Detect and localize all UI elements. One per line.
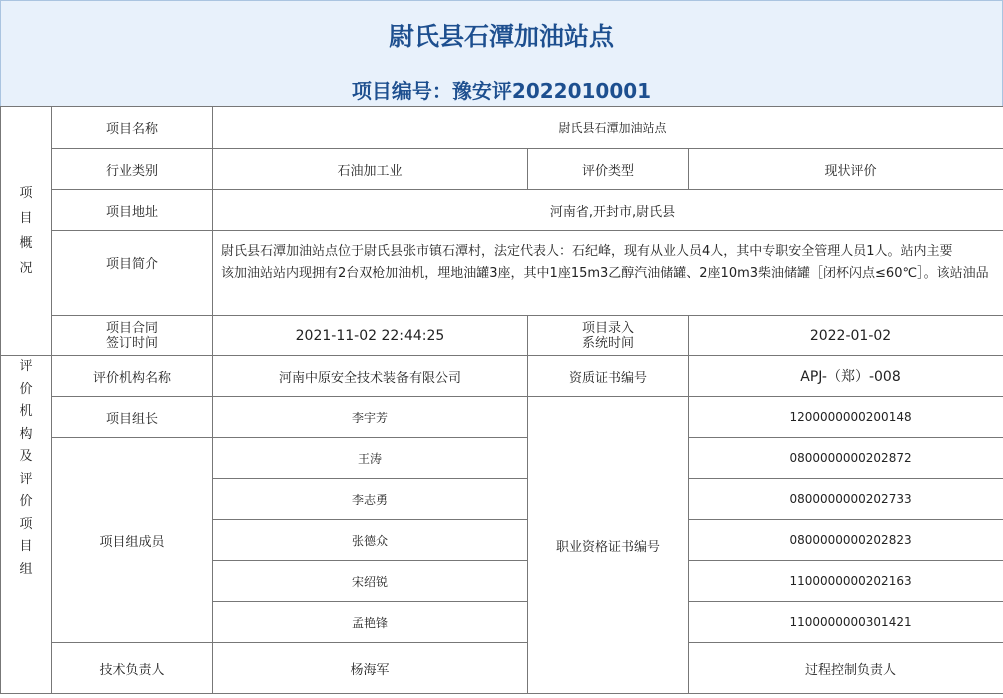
page-title: 尉氏县石潭加油站点 xyxy=(388,22,614,51)
section-label-team: 评 价 机 构 及 评 价 项 目 组 xyxy=(1,356,52,694)
entry-time-label: 项目录入 系统时间 xyxy=(528,316,689,356)
intro-label: 项目简介 xyxy=(52,231,213,316)
intro-text xyxy=(213,231,1003,316)
cert-value: APJ-（郑）-008 xyxy=(689,356,1003,397)
process-lead-label: 过程控制负责人 xyxy=(689,643,1003,694)
section-label-overview: 项 目 概 况 xyxy=(1,107,52,356)
member-name: 张德众 xyxy=(213,520,528,561)
project-name-value: 尉氏县石潭加油站点 xyxy=(213,107,1003,149)
member-name: 李志勇 xyxy=(213,479,528,520)
industry-label: 行业类别 xyxy=(52,149,213,190)
member-cert: 0800000000202823 xyxy=(689,520,1003,561)
project-name-label: 项目名称 xyxy=(52,107,213,149)
member-cert: 1100000000301421 xyxy=(689,602,1003,643)
tech-lead-value: 杨海军 xyxy=(213,643,528,694)
member-cert: 1100000000202163 xyxy=(689,561,1003,602)
intro-line-1: 尉氏县石潭加油站点位于尉氏县张市镇石潭村，法定代表人：石纪峰，现有从业人员4人，其中专职安全管理人员1人。站内主要 xyxy=(221,244,953,259)
eval-type-label: 评价类型 xyxy=(528,149,689,190)
qualification-label: 职业资格证书编号 xyxy=(528,397,689,694)
industry-value: 石油加工业 xyxy=(213,149,528,190)
leader-name: 李宇芳 xyxy=(213,397,528,438)
eval-type-value: 现状评价 xyxy=(689,149,1003,190)
contract-time-label: 项目合同 签订时间 xyxy=(52,316,213,356)
org-value: 河南中原安全技术装备有限公司 xyxy=(213,356,528,397)
contract-time-value: 2021-11-02 22:44:25 xyxy=(213,316,528,356)
leader-cert: 1200000000200148 xyxy=(689,397,1003,438)
member-name: 王涛 xyxy=(213,438,528,479)
leader-label: 项目组长 xyxy=(52,397,213,438)
address-label: 项目地址 xyxy=(52,190,213,231)
page-header xyxy=(0,0,1003,107)
member-cert: 0800000000202872 xyxy=(689,438,1003,479)
tech-lead-label: 技术负责人 xyxy=(52,643,213,694)
cert-label: 资质证书编号 xyxy=(528,356,689,397)
entry-time-value: 2022-01-02 xyxy=(689,316,1003,356)
intro-line-2: 该加油站站内现拥有2台双枪加油机，埋地油罐3座，其中1座15m3乙醇汽油储罐、2座10m3柴油储罐［闭杯闪点≤60℃］。该站油品 xyxy=(221,266,989,281)
member-cert: 0800000000202733 xyxy=(689,479,1003,520)
org-label: 评价机构名称 xyxy=(52,356,213,397)
address-value: 河南省,开封市,尉氏县 xyxy=(213,190,1003,231)
member-name: 孟艳锋 xyxy=(213,602,528,643)
project-info-table xyxy=(0,106,1003,694)
member-name: 宋绍锐 xyxy=(213,561,528,602)
members-label: 项目组成员 xyxy=(52,438,213,643)
project-number: 项目编号：豫安评2022010001 xyxy=(351,79,652,103)
